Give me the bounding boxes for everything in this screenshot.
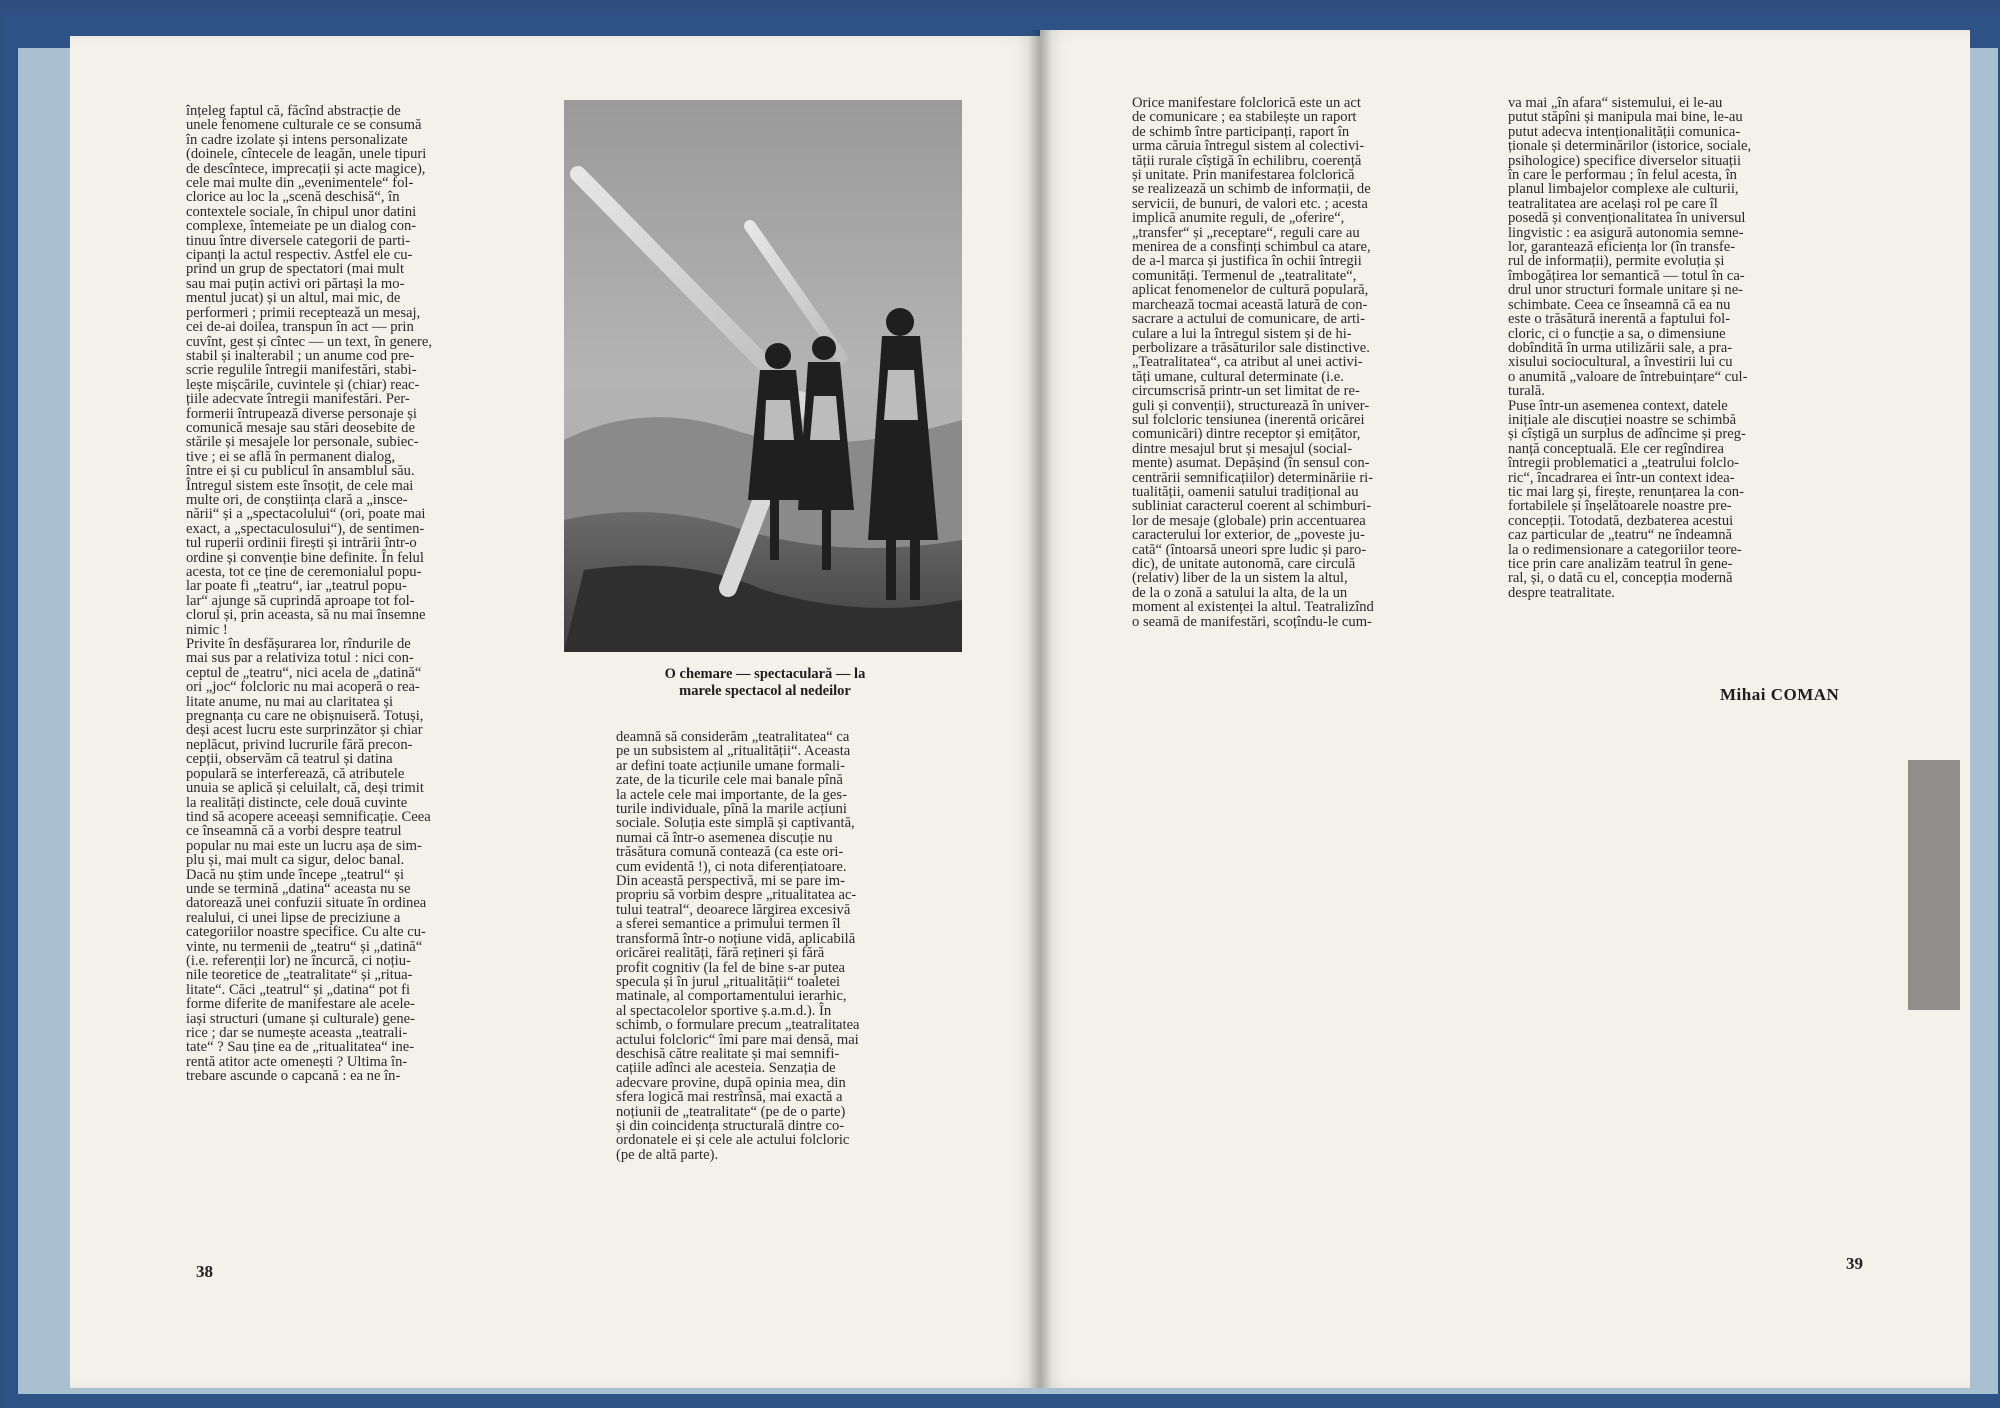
photo-illustration: [564, 100, 962, 652]
author-signature: Mihai COMAN: [1720, 685, 1840, 704]
left-column-1: înțeleg faptul că, făcînd abstracție de unele fenomene culturale ce se consumă în cadre izolate și intens personalizate (doinele, cîntecele de leagăn, unele tipuri de descîntece, imprecații și acte magice), cele mai multe din „evenimentele“ fol- clorice au loc la „scenă deschisă“, în contextele sociale, în chipul unor datini complexe, întemeiate pe un dialog con- tinuu între diversele categorii de parti- cipanți la actul respectiv. Astfel ele cu- prind un grup de spectatori (mai mult sau mai puțin activi ori părtași la mo- mentul jucat) și un altul, mai mic, de performeri ; primii recepteazǎ un mesaj, cei de-ai doilea, transpun în act — prin cuvînt, gest și cîntec — un text, în genere, stabil și inalterabil ; un anume cod pre- scrie regulile întregii manifestări, stabi- lește mișcările, cuvintele și (chiar) reac- țiile adecvate întregii manifestări. Per- formerii întrupează diverse personaje și comunică mesaje sau stări deosebite de stările și mesajele lor personale, subiec- tive ; ei se află în permanent dialog, între ei și cu publicul în ansamblul său. Întregul sistem este însoțit, de cele mai multe ori, de conștiința clară a „insce- nării“ și a „spectacolului“ (ori, poate mai exact, a „spectaculosului“), de sentimen- tul ruperii ordinii firești și intrării într-o ordine și convenție bine definite. În felul acesta, tot ce ține de ceremonialul popu- lar poate fi „teatru“, iar „teatrul popu- lar“ ajunge să cuprindă aproape tot fol- clorul și, prin aceasta, să nu mai însemne nimic ! Privite în desfășurarea lor, rîndurile de mai sus par a relativiza totul : nici con- ceptul de „teatru“, nici acela de „datină“ ori „joc“ folcloric nu mai acoperă o rea- litate anume, nu mai au claritatea și pregnanța cu care ne obișnuiserǎ. Totuși, deși acest lucru este surprinzător și chiar neplăcut, privind lucrurile fără precon- cepții, observăm că teatrul și datina populară se interferează, că atributele unuia se aplică și celuilalt, că, deși trimit la realități distincte, cele două cuvinte tind să acopere aceeași semnificație. Ceea ce înseamnă că a vorbi despre teatrul popular nu mai este un lucru așa de sim- plu și, mai mult ca sigur, deloc banal. Dacă nu știm unde începe „teatrul“ și unde se termină „datina“ aceasta nu se datorează unei confuzii situate în ordinea realului, ci unei lipse de preciziune a categoriilor noastre specifice. Cu alte cu- vinte, nu termenii de „teatru“ și „datină“ (i.e. referenții lor) ne încurcă, ci noțiu- nile teoretice de „teatralitate“ și „ritua- litate“. Căci „teatrul“ și „datina“ pot fi forme diferite de manifestare ale acele- iași structuri (umane și culturale) gene- rice ; dar se numește aceasta „teatrali- tate“ ? Sau ține ea de „ritualitatea“ ine- rentă atitor acte omenești ? Ultima în- trebare ascunde o capcană : ea ne în-: [186, 104, 432, 1085]
book-gutter: [1028, 30, 1052, 1388]
page-number-left: 38: [196, 1262, 213, 1281]
photo-alphorn-players: [564, 100, 962, 652]
page-number-right: 39: [1846, 1254, 1863, 1273]
left-column-2: deamnă să considerăm „teatralitatea“ ca pe un subsistem al „ritualității“. Aceasta ar defini toate acțiunile umane formali- zate, de la ticurile cele mai banale pînă la actele cele mai importante, de la ges- turile individuale, pînă la marile acțiuni sociale. Soluția este simplă și captivantă, numai că într-o asemenea discuție nu trăsătura comună contează (ca este ori- cum evidentă !), ci nota diferențiatoare. Din această perspectivă, mi se pare im- propriu să vorbim despre „ritualitatea ac- tului teatral“, deoarece lărgirea excesivă a sferei semantice a primului termen îl transformă într-o noțiune vidă, aplicabilă oricărei realități, fără rețineri și fără profit cognitiv (la fel de bine s-ar putea specula și în jurul „ritualității“ toaletei matinale, al comportamentului ierarhic, al spectacolelor sportive ș.a.m.d.). În schimb, o formulare precum „teatralitatea actului folcloric“ îmi pare mai densă, mai deschisă către realitate și mai semnifi- cațiile adînci ale acesteia. Senzația de adecvare provine, după opinia mea, din sfera logică mai restrînsă, mai exactă a noțiunii de „teatralitate“ (pe de o parte) și din coincidența structurală dintre co- ordonatele ei și cele ale actului folcloric (pe de altă parte).: [616, 730, 860, 1163]
photo-caption: O chemare — spectaculară — la marele spectacol al nedeilor: [664, 666, 866, 699]
show-through-shadow: [1908, 760, 1960, 1010]
right-column-1: Orice manifestare folclorică este un act de comunicare ; ea stabilește un raport de schimb între participanți, raport în urma căruia întregul sistem al colectivi- tății rurale cîștigă în echilibru, coerență și unitate. Prin manifestarea folclorică se realizează un schimb de informații, de servicii, de bunuri, de valori etc. ; acesta implică anumite reguli, de „oferire“, „transfer“ și „receptare“, reguli care au menirea de a consfinți schimbul ca atare, de a-l marca și justifica în ochii întregii comunități. Termenul de „teatralitate“, aplicat fenomenelor de cultură populară, marchează tocmai această latură de con- sacrare a actului de comunicare, de arti- culare a lui la întregul sistem și de hi- perbolizare a trăsăturilor sale distinctive. „Teatralitatea“, ca atribut al unei activi- tăți umane, cultural determinate (i.e. circumscrisă printr-un set limitat de re- guli și convenții), structurează în univer- sul folcloric tensiunea (inerentă oricărei comunicări) dintre receptor și emițător, dintre mesajul brut și mesajul (social- mente) asumat. Depășind (în sensul con- centrării semnificațiilor) determinăriie ri- tualității, oamenii satului tradițional au subliniat caracterul coerent al schimburi- lor de mesaje (globale) prin accentuarea caracterului lor exterior, de „poveste ju- cată“ (întoarsă uneori spre ludic și paro- dic), de unitate autonomă, care circulă (relativ) liber de la un sistem la altul, de la o zonă a satului la alta, de la un moment al existenței la altul. Teatralizînd o seamă de manifestări, scoțîndu-le cum-: [1132, 96, 1374, 630]
right-column-2: va mai „în afara“ sistemului, ei le-au putut stăpîni și manipula mai bine, le-au putut adecva intenționalității comunica- ționale și determinărilor (istorice, sociale, psihologice) specifice diverselor situații în care le performau ; în felul acesta, în planul limbajelor complexe ale culturii, teatralitatea are același rol pe care îl posedă și convenționalitatea în universul lingvistic : ea asigură autonomia semne- lor, garantează eficiența lor (în transfe- rul de informații), permite evoluția și îmbogățirea lor semantică — totul în ca- drul unor structuri formale unitare și ne- schimbate. Ceea ce înseamnă că ea nu este o trăsătură inerentă a faptului fol- cloric, ci o funcție a sa, o dimensiune dobîndită în urma utilizării sale, a pra- xisului sociocultural, a învestirii lui cu o anumită „valoare de întrebuințare“ cul- turală. Puse într-un asemenea context, datele inițiale ale discuției noastre se schimbă și cîștigă un surplus de adîncime și preg- nanță conceptuală. Ele cer regîndirea întregii problematici a „teatrului folclo- ric“, încadrarea ei într-un context ideа- tic mai larg și, firește, renunțarea la con- fortabilele și înșelătoarele noastre pre- concepții. Totodată, dezbaterea acestui caz particular de „teatru“ ne îndeamnă la o redimensionare a categoriilor teore- tice prin care analizăm teatrul în gene- ral, și, o dată cu el, concepția modernă despre teatralitate.: [1508, 96, 1752, 601]
